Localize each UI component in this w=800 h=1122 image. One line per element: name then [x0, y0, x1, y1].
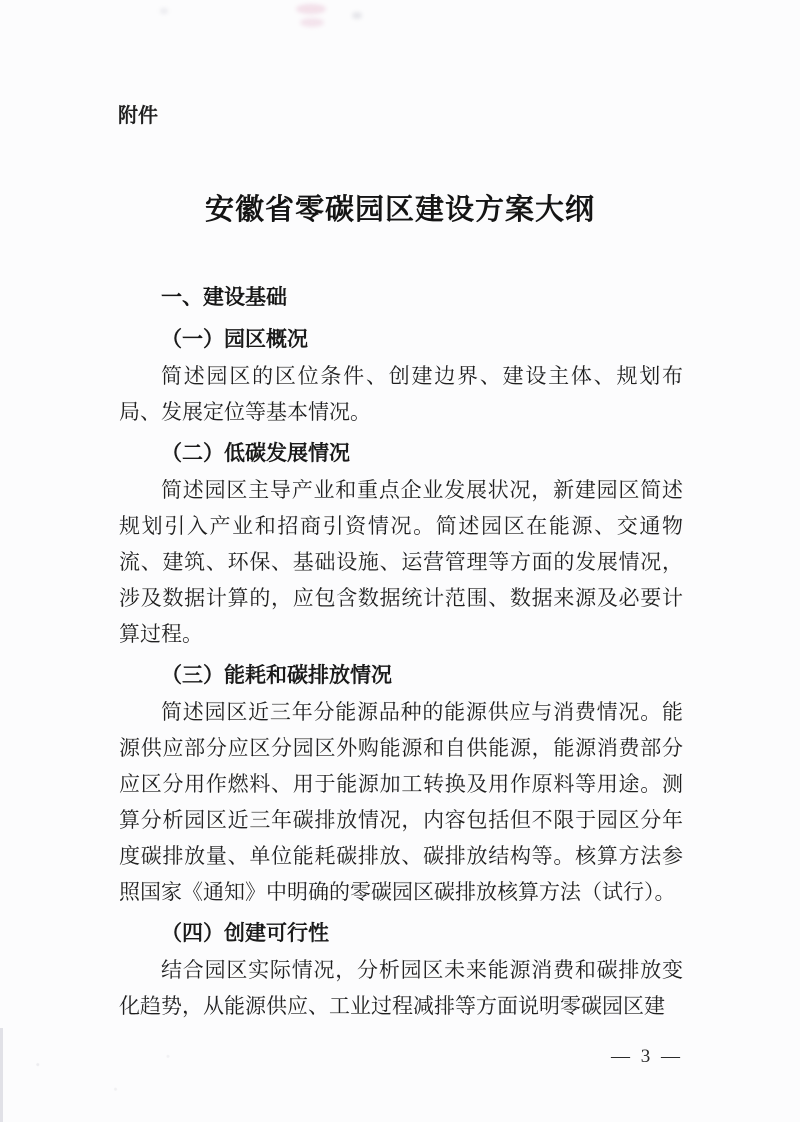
subsection-heading-1-1: （一）园区概况 — [161, 327, 308, 351]
subsection-heading-1-2: （二）低碳发展情况 — [161, 441, 350, 465]
paragraph-overview: 简述园区的区位条件、创建边界、建设主体、规划布局、发展定位等基本情况。 — [119, 364, 683, 424]
subsection-heading-1-3: （三）能耗和碳排放情况 — [161, 663, 392, 687]
page-title: 安徽省零碳园区建设方案大纲 — [204, 194, 595, 226]
paragraph-low-carbon: 简述园区主导产业和重点企业发展状况，新建园区简述规划引入产业和招商引资情况。简述园区在能源、交通物流、建筑、环保、基础设施、运营管理等方面的发展情况，涉及数据计算的，应包含数据统计范围、数据来源及必要计算过程。 — [119, 478, 683, 646]
paragraph-feasibility: 结合园区实际情况，分析园区未来能源消费和碳排放变化趋势，从能源供应、工业过程减排等方面说明零碳园区建 — [119, 958, 683, 1018]
page-number: — 3 — — [611, 1046, 683, 1067]
subsection-heading-1-4: （四）创建可行性 — [161, 921, 329, 945]
scan-noise — [0, 1040, 210, 1122]
scan-artifact-smudge — [352, 12, 362, 19]
scan-artifact-smudge — [296, 4, 326, 14]
section-heading-1: 一、建设基础 — [161, 286, 287, 309]
paragraph-energy-emissions: 简述园区近三年分能源品种的能源供应与消费情况。能源供应部分应区分园区外购能源和自供能源，能源消费部分应区分用作燃料、用于能源加工转换及用作原料等用途。测算分析园区近三年碳排放情况，内容包括但不限于园区分年度碳排放量、单位能耗碳排放、碳排放结构等。核算方法参照国家《通知》中明确的零碳园区碳排放核算方法（试行）。 — [119, 700, 683, 904]
scan-artifact-smudge — [300, 18, 324, 27]
scan-artifact-smudge — [160, 8, 168, 14]
attachment-label: 附件 — [118, 105, 158, 127]
document-body — [119, 280, 683, 1024]
